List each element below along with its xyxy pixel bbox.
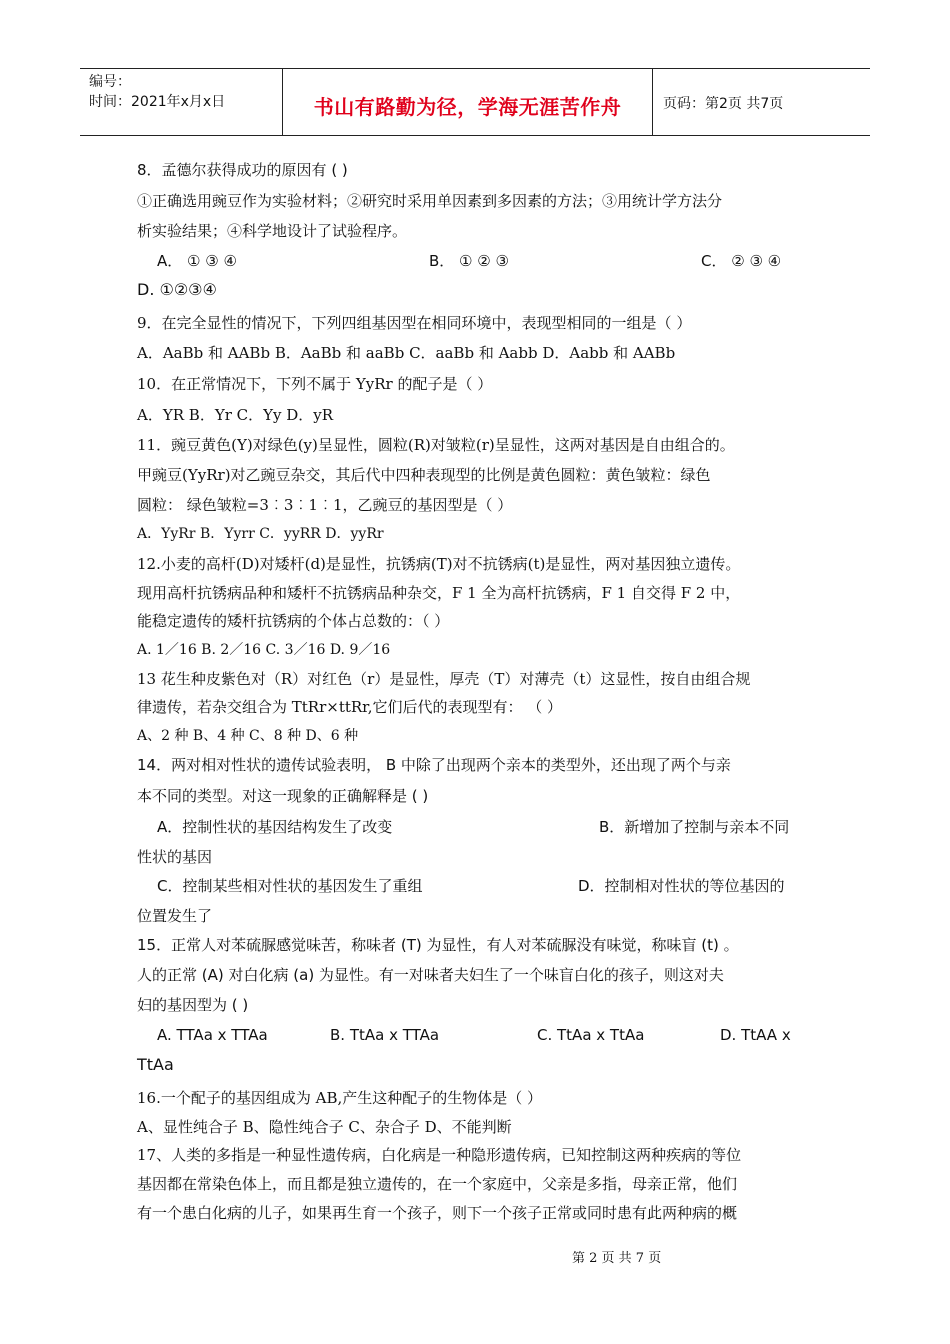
question-15-option-b: B. TtAa x TTAa [330,1026,440,1044]
page-header [80,68,870,136]
question-14-option-d: D．控制相对性状的等位基因的 [578,877,785,895]
question-15-option-c: C. TtAa x TtAa [537,1026,645,1044]
question-15-option-a: A. TTAa x TTAa [157,1026,268,1044]
question-14-option-a: A．控制性状的基因结构发生了改变 [157,818,393,836]
question-14: 14．两对相对性状的遗传试验表明， B 中除了出现两个亲本的类型外，还出现了两个与亲 [137,756,731,774]
question-15-text-1: 人的正常 (A) 对白化病 (a) 为显性。有一对味者夫妇生了一个味盲白化的孩子，则这对夫 [137,966,724,984]
question-9: 9．在完全显性的情况下，下列四组基因型在相同环境中，表现型相同的一组是（ ） [137,314,692,332]
question-11-text-1: 甲豌豆(YyRr)对乙豌豆杂交，其后代中四种表现型的比例是黄色圆粒：黄色皱粒：绿色 [137,466,711,484]
question-8-option-d: D. ①②③④ [137,280,217,299]
question-14-option-d-cont: 位置发生了 [137,907,213,925]
question-12-options: A. 1／16 B. 2／16 C. 3／16 D. 9／16 [137,642,391,658]
time-label: 时间：2021年x月x日 [89,94,226,110]
question-11: 11．豌豆黄色(Y)对绿色(y)呈显性，圆粒(R)对皱粒(r)呈显性，这两对基因是自由组合的。 [137,436,735,454]
question-14-option-b: B．新增加了控制与亲本不同 [599,818,790,836]
question-12-text-1: 现用高杆抗锈病品种和矮杆不抗锈病品种杂交，F 1 全为高杆抗锈病，F 1 自交得 F 2 中， [137,584,741,602]
question-8-text-1: ①正确选用豌豆作为实验材料；②研究时采用单因素到多因素的方法；③用统计学方法分 [137,192,723,210]
question-8-text-2: 析实验结果；④科学地设计了试验程序。 [137,222,408,240]
question-10: 10．在正常情况下，下列不属于 YyRr 的配子是（ ） [137,375,493,393]
question-11-options: A．YyRr B．Yyrr C．yyRR D．yyRr [137,526,384,542]
question-17: 17、人类的多指是一种显性遗传病，白化病是一种隐形遗传病，已知控制这两种疾病的等位 [137,1146,742,1164]
question-12: 12.小麦的高杆(D)对矮杆(d)是显性，抗锈病(T)对不抗锈病(t)是显性，两对基因独立遗传。 [137,555,741,573]
question-10-options: A．YR B．Yr C．Yy D．yR [137,406,334,424]
question-17-text-2: 有一个患白化病的儿子，如果再生育一个孩子，则下一个孩子正常或同时患有此两种病的概 [137,1204,738,1222]
question-15-option-d-cont: TtAa [137,1055,174,1074]
header-motto: 书山有路勤为径，学海无涯苦作舟 [313,95,622,119]
question-8-option-c: C． ② ③ ④ [701,252,782,270]
question-13-text-1: 律遗传，若杂交组合为 TtRr×ttRr,它们后代的表现型有： （ ） [137,698,563,716]
page-footer: 第 2 页 共 7 页 [572,1251,662,1266]
question-15-text-2: 妇的基因型为 ( ) [137,996,249,1014]
question-8-option-b: B． ① ② ③ [429,252,509,270]
question-14-text-1: 本不同的类型。对这一现象的正确解释是 ( ) [137,787,429,805]
question-17-text-1: 基因都在常染色体上，而且都是独立遗传的，在一个家庭中，父亲是多指，母亲正常，他们 [137,1175,738,1193]
question-9-options: A．AaBb 和 AABb B．AaBb 和 aaBb C．aaBb 和 Aabb D．Aabb 和 AABb [137,344,676,362]
question-8-option-a: A． ① ③ ④ [157,252,237,270]
question-16: 16.一个配子的基因组成为 AB,产生这种配子的生物体是（ ） [137,1089,543,1107]
question-15-option-d: D. TtAA x [720,1026,791,1044]
question-16-options: A、显性纯合子 B、隐性纯合子 C、杂合子 D、不能判断 [137,1118,512,1136]
question-14-option-c: C．控制某些相对性状的基因发生了重组 [157,877,423,895]
question-8: 8．孟德尔获得成功的原因有 ( ) [137,161,348,179]
question-15: 15．正常人对苯硫脲感觉味苦，称味者 (T) 为显性，有人对苯硫脲没有味觉，称味盲 (t) 。 [137,936,739,954]
question-11-text-2: 圆粒： 绿色皱粒=3︰3︰1︰1，乙豌豆的基因型是（ ） [137,496,513,514]
header-page-info: 页码：第2页 共7页 [663,96,784,112]
question-13: 13 花生种皮紫色对（R）对红色（r）是显性，厚壳（T）对薄壳（t）这显性，按自由组合规 [137,670,751,688]
question-12-text-2: 能稳定遗传的矮杆抗锈病的个体占总数的：（ ） [137,612,450,630]
header-meta [80,69,283,135]
code-label: 编号： [89,74,131,90]
question-13-options: A、2 种 B、4 种 C、8 种 D、6 种 [137,728,359,744]
header-motto-cell [283,69,653,135]
question-14-option-b-cont: 性状的基因 [137,848,213,866]
